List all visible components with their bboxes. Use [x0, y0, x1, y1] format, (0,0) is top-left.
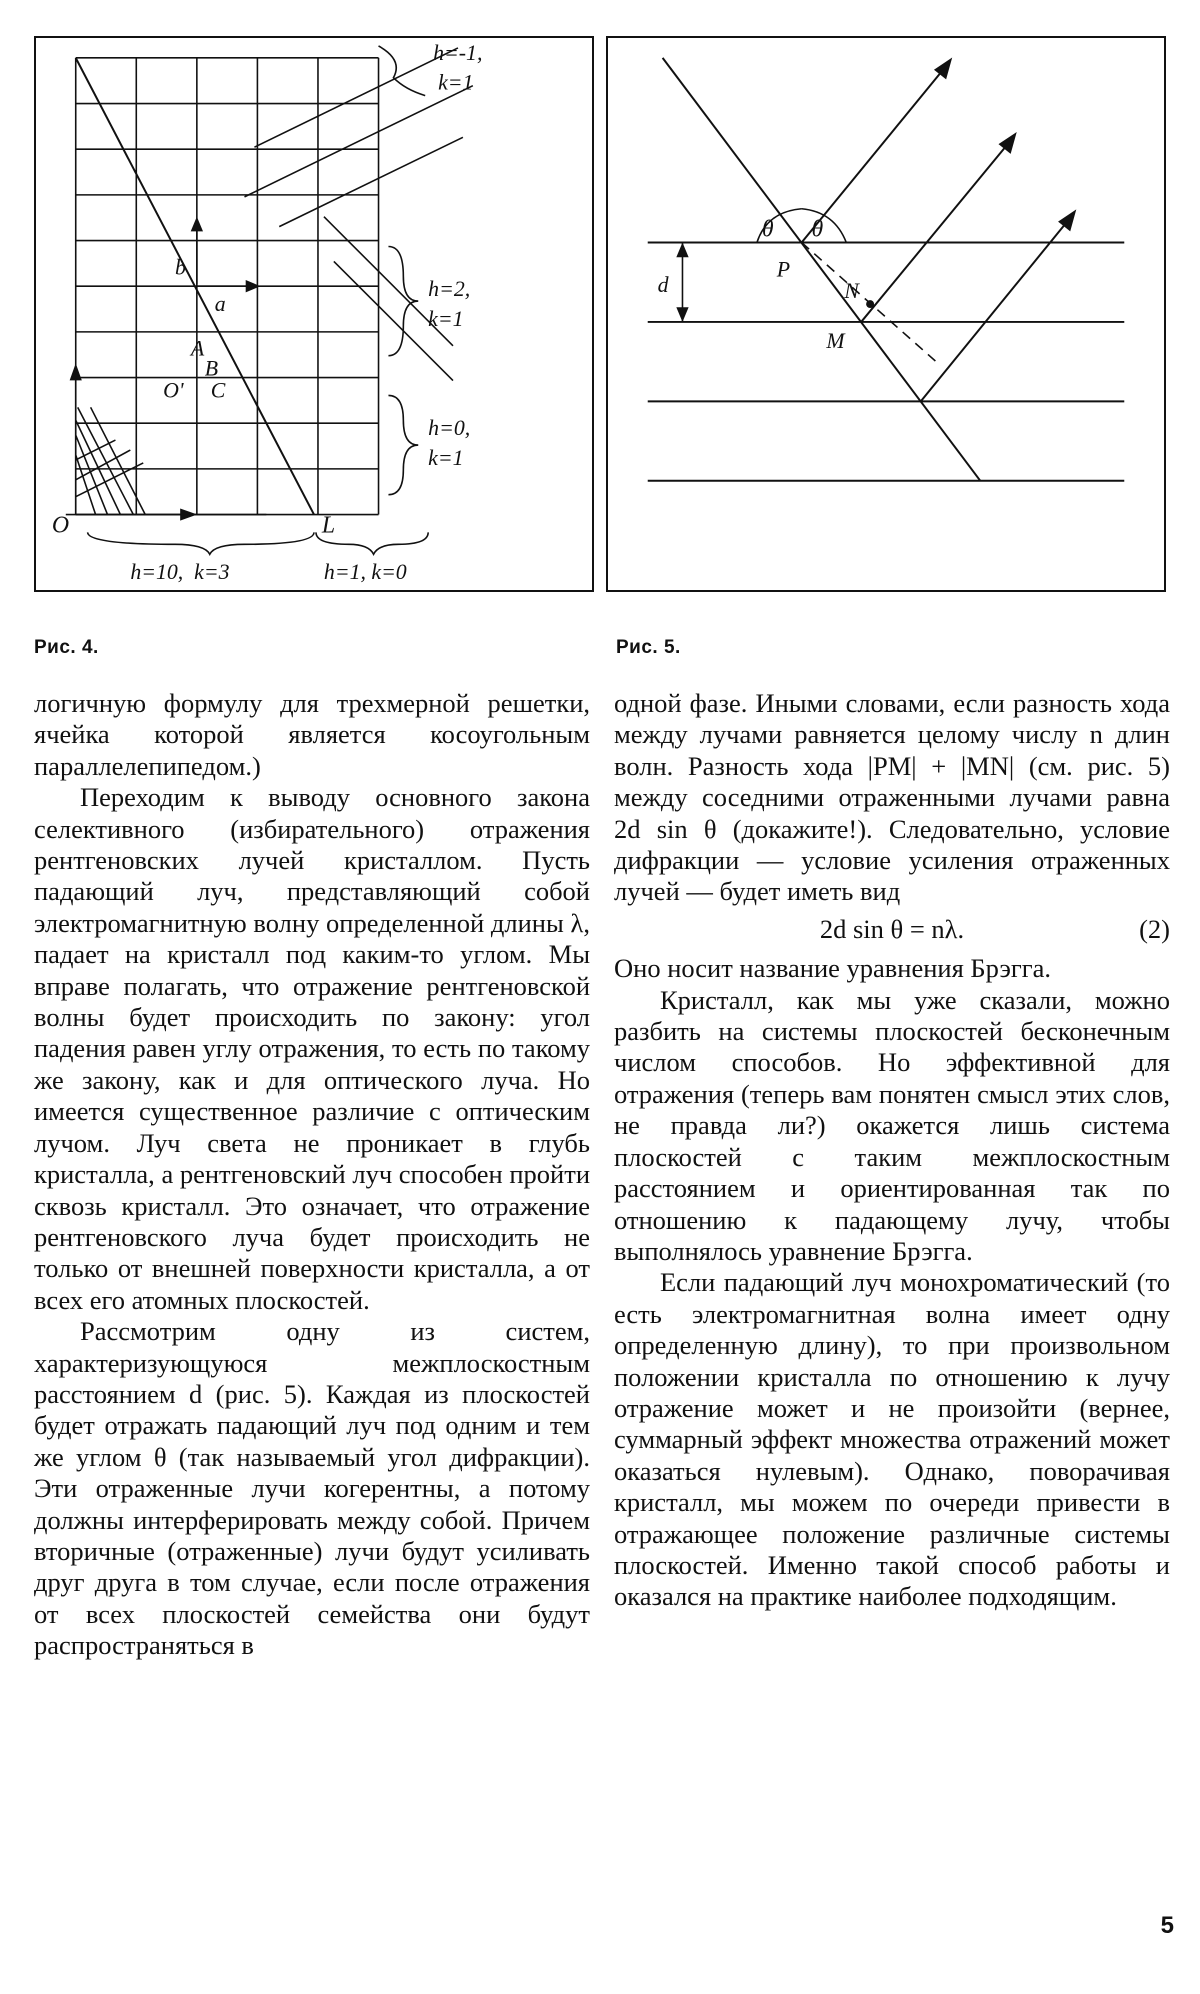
figure-5 [606, 36, 1166, 592]
label-theta-right: θ [811, 216, 824, 243]
label-o: O [51, 512, 70, 539]
label-a-point: A [190, 336, 205, 361]
label-mid-k: k=1 [428, 306, 464, 331]
label-mid-h: h=2, [428, 277, 471, 302]
label-p: P [776, 257, 791, 282]
incident-rays [663, 58, 981, 481]
paragraph: одной фазе. Иными словами, если разность хода между лучами равняется целому числу n длин волн. Разность хода |PM| + |MN| (см. рис. 5) между соседними отраженными лучами равна 2d sin θ (докажите!). Следовательно, условие дифракции — условие усиления отраженных лучей — будет иметь вид [614, 688, 1170, 907]
label-n: N [844, 279, 859, 304]
point-n [866, 300, 874, 308]
figure-5-drawing [608, 38, 1164, 590]
label-o-prime: O' [163, 378, 184, 403]
crystal-planes [648, 243, 1125, 481]
label-m: M [826, 328, 845, 353]
figure-4-drawing [36, 38, 592, 590]
figure-4-caption: Рис. 4. [34, 637, 99, 658]
formula-text: 2d sin θ = nλ. [819, 913, 965, 944]
paragraph: Кристалл, как мы уже сказали, можно разбить на системы плоскостей бесконечным числом способов. Но эффективной для отражения (теперь вам понятен смысл этих слов, не правда ли?) окажется лишь система плоскостей с таким межплоскостным расстоянием и ориентированная так по отношению к падающему лучу, чтобы выполнялось уравнение Брэгга. [614, 984, 1170, 1266]
label-bottom-left: h=10, k=3 [130, 560, 230, 585]
paragraph: Если падающий луч монохроматический (то есть электромагнитная волна имеет одну определенную длину), то при произвольном положении кристалла по отношению к лучу отражение может и не произойти (вернее, суммарный эффект множества отражений может оказаться нулевым). Однако, поворачивая кристалл, мы можем по очереди привести в отражающее положение различные системы плоскостей. Именно такой способ работы и оказался на практике наиболее подходящим. [614, 1267, 1170, 1612]
label-b-vector: b [175, 255, 186, 280]
cell-vector-arrows [192, 219, 259, 291]
label-a-vector: a [214, 292, 226, 317]
bragg-equation [614, 914, 1170, 945]
d-spacing-marker [678, 243, 688, 322]
figure-4 [34, 36, 594, 592]
left-text-column [34, 688, 590, 1662]
paragraph: логичную формулу для трехмерной решетки, ячейка которой является косоугольным параллелепипедом.) [34, 688, 590, 781]
right-text-column [614, 688, 1170, 1613]
page-number: 5 [1160, 1912, 1174, 1939]
label-c-point: C [210, 378, 226, 403]
label-low-k: k=1 [428, 445, 464, 470]
label-b-point: B [204, 356, 219, 381]
equation-number: (2) [1139, 913, 1170, 944]
label-top-h: h=-1, [433, 40, 483, 65]
label-low-h: h=0, [428, 416, 471, 441]
label-l: L [321, 512, 336, 539]
label-d: d [657, 273, 669, 298]
label-top-k: k=1 [438, 70, 474, 95]
label-theta-left: θ [761, 216, 774, 243]
paragraph: Оно носит название уравнения Брэгга. [614, 953, 1052, 984]
paragraph: Рассмотрим одну из систем, характеризующуюся межплоскостным расстоянием d (рис. 5). Каждая из плоскостей будет отражать падающий луч под одним и тем же углом θ (так называемый угол дифракции). Эти отраженные лучи когерентны, а потому должны интерферировать между собой. Причем вторичные (отраженные) лучи будут усиливать друг друга в том случае, если после отражения от всех плоскостей семейства они будут распространяться в [34, 1316, 590, 1661]
figure-5-caption: Рис. 5. [616, 637, 681, 658]
paragraph: Переходим к выводу основного закона селективного (избирательного) отражения рентгеновских лучей кристаллом. Пусть падающий луч, представляющий собой электромагнитную волну определенной длины λ, падает на кристалл под каким-то углом. Мы вправе полагать, что отражение рентгеновской волны будет происходить по закону: угол падения равен углу отражения, то есть по такому же закону, как и для оптического луча. Но имеется существенное различие с оптическим лучом. Луч света не проникает в глубь кристалла, а рентгеновский луч способен пройти сквозь кристалл. Это означает, что отражение рентгеновского луча будет происходить не только от внешней поверхности кристалла, а от всех его атомных плоскостей. [34, 782, 590, 1315]
label-bottom-right: h=1, k=0 [323, 560, 407, 585]
